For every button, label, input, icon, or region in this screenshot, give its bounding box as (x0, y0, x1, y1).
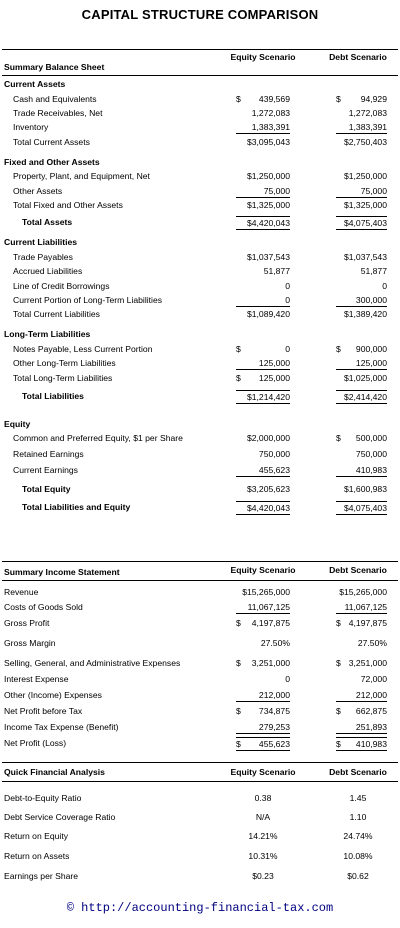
equity-scenario-cell (236, 294, 290, 307)
cell-value: 0 (285, 295, 290, 305)
equity-scenario-cell (236, 483, 290, 495)
table-row (0, 830, 400, 843)
row-label: Other (Income) Expenses (4, 690, 102, 700)
row-label: Interest Expense (4, 674, 69, 684)
analysis-col2-header: Debt Scenario (329, 767, 387, 777)
debt-scenario-cell (336, 501, 387, 515)
equity-scenario-cell (236, 308, 290, 320)
row-label: Notes Payable, Less Current Portion (13, 344, 153, 354)
currency-symbol: $ (236, 658, 241, 668)
cell-value: 125,000 (258, 358, 290, 368)
table-row (0, 850, 400, 863)
debt-scenario-cell (336, 216, 387, 230)
equity-scenario-cell: $0.23 (252, 871, 274, 881)
table-row (0, 673, 400, 686)
cell-value: 251,893 (355, 722, 387, 732)
currency-symbol: $ (336, 706, 341, 716)
cell-value: 125,000 (258, 373, 290, 383)
debt-scenario-cell (336, 93, 387, 105)
table-row (0, 483, 400, 496)
cell-value: 500,000 (355, 433, 387, 443)
row-label: Costs of Goods Sold (4, 602, 83, 612)
equity-scenario-cell (236, 637, 290, 649)
equity-scenario-cell: 0.38 (254, 793, 272, 803)
section-heading: Current Liabilities (4, 237, 78, 247)
table-row (0, 689, 400, 702)
equity-scenario-cell: N/A (255, 812, 271, 822)
cell-value: 439,569 (258, 94, 290, 104)
row-label: Property, Plant, and Equipment, Net (13, 171, 150, 181)
cell-value: $1,250,000 (343, 171, 387, 181)
table-row (0, 199, 400, 212)
debt-scenario-cell (336, 617, 387, 629)
cell-value: $4,075,403 (343, 503, 387, 513)
divider (2, 781, 398, 782)
table-row (0, 343, 400, 356)
row-label: Total Liabilities and Equity (22, 502, 131, 512)
debt-scenario-cell (336, 265, 387, 277)
table-row (0, 372, 400, 385)
income-col1-header: Equity Scenario (230, 565, 296, 575)
table-row (0, 586, 400, 599)
cell-value: 51,877 (360, 266, 387, 276)
equity-scenario-cell (236, 601, 290, 614)
row-label: Debt-to-Equity Ratio (4, 793, 82, 803)
equity-scenario-cell (236, 107, 290, 119)
cell-value: $1,037,543 (343, 252, 387, 262)
row-label: Debt Service Coverage Ratio (4, 812, 116, 822)
cell-value: $1,600,983 (343, 484, 387, 494)
equity-scenario-cell (236, 448, 290, 460)
table-row (0, 170, 400, 183)
row-label: Total Liabilities (22, 391, 84, 401)
equity-scenario-cell (236, 657, 290, 669)
row-label: Selling, General, and Administrative Expenses (4, 658, 181, 668)
cell-value: $15,265,000 (339, 587, 387, 597)
section-heading: Long-Term Liabilities (4, 329, 91, 339)
income-col2-header: Debt Scenario (329, 565, 387, 575)
cell-value: 27.50% (357, 638, 387, 648)
cell-value: 75,000 (263, 186, 290, 196)
section-heading: Equity (4, 419, 31, 429)
currency-symbol: $ (236, 94, 241, 104)
debt-scenario-cell (336, 294, 387, 307)
table-row (0, 136, 400, 149)
currency-symbol: $ (336, 658, 341, 668)
table-row (0, 870, 400, 883)
cell-value: 1,272,083 (348, 108, 387, 118)
debt-scenario-cell (336, 586, 387, 598)
cell-value: 72,000 (360, 674, 387, 684)
balance-sheet-heading: Summary Balance Sheet (4, 62, 105, 72)
debt-scenario-cell (336, 657, 387, 669)
cell-value: 212,000 (355, 690, 387, 700)
cell-value: 94,929 (360, 94, 387, 104)
table-row (0, 721, 400, 734)
cell-value: 410,983 (355, 465, 387, 475)
equity-scenario-cell (236, 501, 290, 515)
balance-col1-header: Equity Scenario (230, 52, 296, 62)
cell-value: $1,025,000 (343, 373, 387, 383)
row-label: Total Current Liabilities (13, 309, 100, 319)
equity-scenario-cell (236, 689, 290, 702)
table-row (0, 93, 400, 106)
cell-value: 1,383,391 (348, 122, 387, 132)
debt-scenario-cell (336, 432, 387, 444)
debt-scenario-cell: 1.10 (349, 812, 367, 822)
currency-symbol: $ (236, 706, 241, 716)
footer-link[interactable]: © http://accounting-financial-tax.com (66, 901, 334, 915)
cell-value: 900,000 (355, 344, 387, 354)
divider (2, 561, 398, 562)
cell-value: $1,325,000 (246, 200, 290, 210)
debt-scenario-cell (336, 107, 387, 119)
row-label: Current Earnings (13, 465, 78, 475)
debt-scenario-cell: $0.62 (347, 871, 369, 881)
table-row (0, 637, 400, 650)
table-row (0, 792, 400, 805)
debt-scenario-cell (336, 483, 387, 495)
currency-symbol: $ (236, 373, 241, 383)
table-row (0, 216, 400, 229)
table-row (0, 357, 400, 370)
divider (2, 75, 398, 76)
table-row (0, 501, 400, 514)
cell-value: $2,750,403 (343, 137, 387, 147)
debt-scenario-cell (336, 280, 387, 292)
cell-value: 27.50% (260, 638, 290, 648)
table-row (0, 107, 400, 120)
row-label: Income Tax Expense (Benefit) (4, 722, 119, 732)
table-row (0, 464, 400, 477)
cell-value: $1,214,420 (246, 392, 290, 402)
debt-scenario-cell (336, 185, 387, 198)
table-row (0, 294, 400, 307)
cell-value: $1,389,420 (343, 309, 387, 319)
cell-value: 455,623 (258, 739, 290, 749)
divider (2, 580, 398, 581)
equity-scenario-cell (236, 357, 290, 370)
currency-symbol: $ (336, 344, 341, 354)
debt-scenario-cell: 1.45 (349, 793, 367, 803)
row-label: Line of Credit Borrowings (13, 281, 110, 291)
currency-symbol: $ (236, 344, 241, 354)
debt-scenario-cell (336, 464, 387, 477)
debt-scenario-cell (336, 689, 387, 702)
debt-scenario-cell (336, 199, 387, 211)
equity-scenario-cell (236, 617, 290, 629)
equity-scenario-cell (236, 464, 290, 477)
table-row (0, 251, 400, 264)
debt-scenario-cell (336, 705, 387, 717)
cell-value: 0 (285, 344, 290, 354)
debt-scenario-cell (336, 170, 387, 182)
equity-scenario-cell (236, 265, 290, 277)
cell-value: 1,272,083 (251, 108, 290, 118)
balance-heading-row (0, 61, 400, 74)
cell-value: 75,000 (360, 186, 387, 196)
cell-value: 11,067,125 (247, 602, 290, 612)
cell-value: $3,095,043 (246, 137, 290, 147)
cell-value: 3,251,000 (251, 658, 290, 668)
cell-value: 734,875 (258, 706, 290, 716)
cell-value: $4,420,043 (246, 218, 290, 228)
cell-value: 300,000 (355, 295, 387, 305)
cell-value: 1,383,391 (251, 122, 290, 132)
cell-value: 0 (285, 281, 290, 291)
row-label: Trade Receivables, Net (13, 108, 103, 118)
debt-scenario-cell (336, 673, 387, 685)
equity-scenario-cell (236, 93, 290, 105)
equity-scenario-cell (236, 216, 290, 230)
table-row (0, 308, 400, 321)
row-label: Total Assets (22, 217, 73, 227)
debt-scenario-cell (336, 136, 387, 148)
cell-value: $1,250,000 (246, 171, 290, 181)
cell-value: 750,000 (258, 449, 290, 459)
row-label: Retained Earnings (13, 449, 84, 459)
equity-scenario-cell (236, 586, 290, 598)
cell-value: 279,253 (258, 722, 290, 732)
cell-value: 455,623 (258, 465, 290, 475)
cell-value: $3,205,623 (246, 484, 290, 494)
row-label: Total Equity (22, 484, 71, 494)
section-heading: Fixed and Other Assets (4, 157, 100, 167)
table-row (0, 811, 400, 824)
table-row (0, 265, 400, 278)
cell-value: 410,983 (355, 739, 387, 749)
debt-scenario-cell (336, 448, 387, 460)
row-label: Total Fixed and Other Assets (13, 200, 123, 210)
row-label: Inventory (13, 122, 49, 132)
row-label: Other Assets (13, 186, 63, 196)
cell-value: 51,877 (263, 266, 290, 276)
row-label: Cash and Equivalents (13, 94, 97, 104)
equity-scenario-cell: 10.31% (248, 851, 278, 861)
debt-scenario-cell (336, 721, 387, 734)
row-label: Total Current Assets (13, 137, 90, 147)
cell-value: 0 (382, 281, 387, 291)
debt-scenario-cell (336, 637, 387, 649)
equity-scenario-cell (236, 737, 290, 751)
page-title: CAPITAL STRUCTURE COMPARISON (81, 7, 319, 22)
cell-value: $2,414,420 (343, 392, 387, 402)
cell-value: 212,000 (258, 690, 290, 700)
currency-symbol: $ (336, 739, 341, 749)
row-label: Gross Profit (4, 618, 50, 628)
divider (2, 49, 398, 50)
equity-scenario-cell (236, 136, 290, 148)
table-row (0, 280, 400, 293)
table-row (0, 705, 400, 718)
cell-value: $15,265,000 (242, 587, 290, 597)
cell-value: 4,197,875 (348, 618, 387, 628)
table-row (0, 657, 400, 670)
cell-value: $1,089,420 (246, 309, 290, 319)
debt-scenario-cell (336, 121, 387, 134)
equity-scenario-cell (236, 170, 290, 182)
cell-value: 125,000 (355, 358, 387, 368)
debt-scenario-cell (336, 601, 387, 614)
currency-symbol: $ (336, 94, 341, 104)
cell-value: 3,251,000 (348, 658, 387, 668)
table-row (0, 737, 400, 750)
cell-value: $2,000,000 (246, 433, 290, 443)
analysis-col1-header: Equity Scenario (230, 767, 296, 777)
debt-scenario-cell (336, 308, 387, 320)
currency-symbol: $ (236, 618, 241, 628)
debt-scenario-cell: 10.08% (343, 851, 373, 861)
equity-scenario-cell (236, 372, 290, 384)
table-row (0, 617, 400, 630)
debt-scenario-cell (336, 357, 387, 370)
currency-symbol: $ (336, 618, 341, 628)
equity-scenario-cell (236, 705, 290, 717)
row-label: Return on Equity (4, 831, 69, 841)
row-label: Net Profit (Loss) (4, 738, 67, 748)
row-label: Other Long-Term Liabilities (13, 358, 116, 368)
section-heading: Current Assets (4, 79, 66, 89)
cell-value: $1,037,543 (246, 252, 290, 262)
cell-value: 0 (285, 674, 290, 684)
debt-scenario-cell (336, 390, 387, 404)
cell-value: 662,875 (355, 706, 387, 716)
cell-value: 750,000 (355, 449, 387, 459)
debt-scenario-cell (336, 372, 387, 384)
analysis-heading: Quick Financial Analysis (4, 767, 105, 777)
debt-scenario-cell (336, 737, 387, 751)
row-label: Earnings per Share (4, 871, 79, 881)
analysis-header-row (0, 766, 400, 779)
income-header-row (0, 566, 400, 579)
row-label: Gross Margin (4, 638, 56, 648)
row-label: Trade Payables (13, 252, 73, 262)
equity-scenario-cell (236, 343, 290, 355)
balance-col2-header: Debt Scenario (329, 52, 387, 62)
cell-value: 11,067,125 (344, 602, 387, 612)
table-row (0, 185, 400, 198)
cell-value: $4,420,043 (246, 503, 290, 513)
equity-scenario-cell (236, 121, 290, 134)
row-label: Current Portion of Long-Term Liabilities (13, 295, 163, 305)
equity-scenario-cell (236, 199, 290, 211)
row-label: Net Profit before Tax (4, 706, 83, 716)
row-label: Common and Preferred Equity, $1 per Share (13, 433, 183, 443)
table-row (0, 121, 400, 134)
equity-scenario-cell (236, 280, 290, 292)
divider (2, 762, 398, 763)
cell-value: $4,075,403 (343, 218, 387, 228)
table-row (0, 601, 400, 614)
equity-scenario-cell (236, 390, 290, 404)
table-row (0, 448, 400, 461)
row-label: Return on Assets (4, 851, 70, 861)
cell-value: 4,197,875 (251, 618, 290, 628)
equity-scenario-cell: 14.21% (248, 831, 278, 841)
row-label: Revenue (4, 587, 39, 597)
row-label: Accrued Liabilities (13, 266, 83, 276)
table-row (0, 390, 400, 403)
currency-symbol: $ (236, 739, 241, 749)
debt-scenario-cell: 24.74% (343, 831, 373, 841)
equity-scenario-cell (236, 721, 290, 734)
income-statement-heading: Summary Income Statement (4, 567, 120, 577)
row-label: Total Long-Term Liabilities (13, 373, 113, 383)
cell-value: $1,325,000 (343, 200, 387, 210)
equity-scenario-cell (236, 185, 290, 198)
equity-scenario-cell (236, 251, 290, 263)
table-row (0, 432, 400, 445)
debt-scenario-cell (336, 343, 387, 355)
equity-scenario-cell (236, 673, 290, 685)
currency-symbol: $ (336, 433, 341, 443)
equity-scenario-cell (236, 432, 290, 444)
debt-scenario-cell (336, 251, 387, 263)
